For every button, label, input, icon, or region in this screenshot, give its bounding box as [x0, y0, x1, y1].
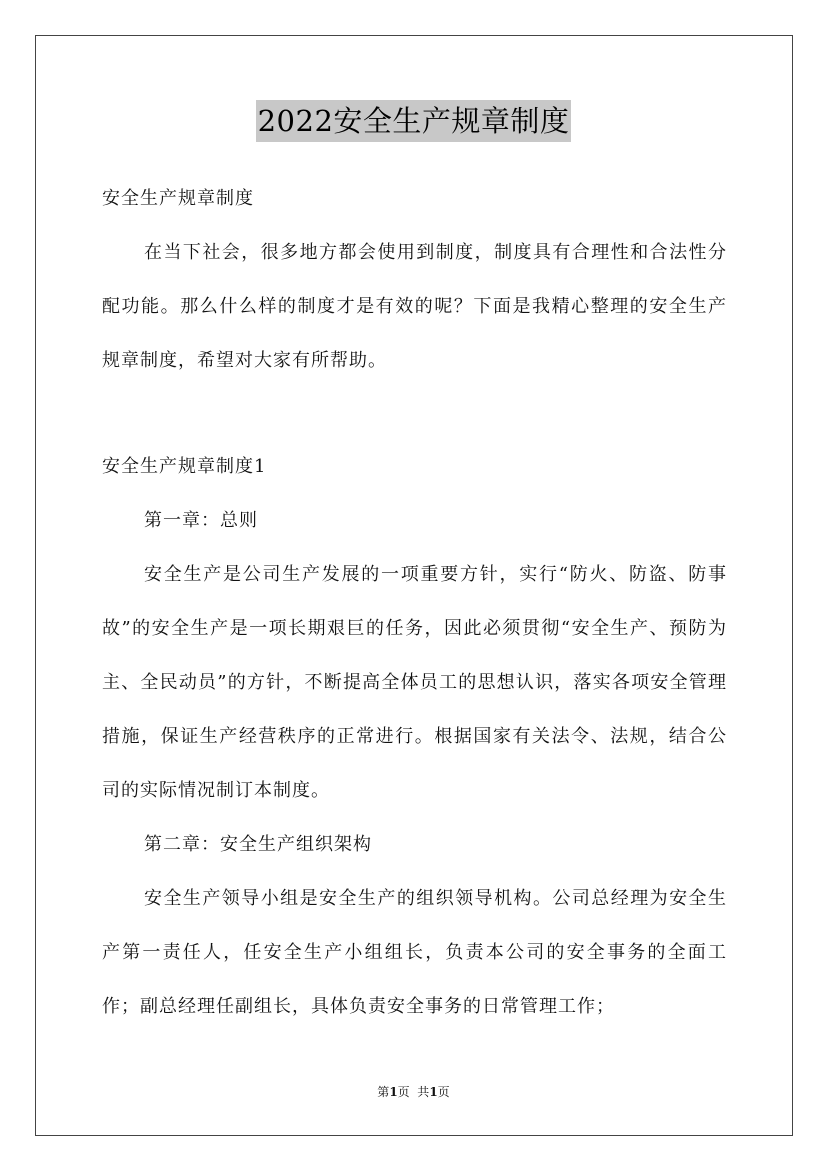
footer-mid: 页 共: [397, 1085, 430, 1099]
title-container: [0, 100, 827, 142]
chapter1-paragraph[interactable]: 安全生产是公司生产发展的一项重要方针，实行“防火、防盗、防事故”的安全生产是一项长期艰巨的任务，因此必须贯彻“安全生产、预防为主、全民动员”的方针，不断提高全体员工的思想认识，落实各项安全管理措施，保证生产经营秩序的正常进行。根据国家有关法令、法规，结合公司的实际情况制订本制度。: [102, 564, 727, 801]
chapter2-heading[interactable]: 第二章：安全生产组织架构: [144, 834, 372, 855]
document-body: [102, 172, 727, 1034]
chapter1-heading[interactable]: 第一章：总则: [144, 510, 258, 531]
intro-paragraph[interactable]: 在当下社会，很多地方都会使用到制度，制度具有合理性和合法性分配功能。那么什么样的制度才是有效的呢？下面是我精心整理的安全生产规章制度，希望对大家有所帮助。: [102, 242, 727, 371]
footer-suffix: 页: [437, 1085, 450, 1099]
document-title[interactable]: 2022安全生产规章制度: [256, 100, 572, 142]
paragraph-gap: [102, 388, 727, 440]
document-subtitle[interactable]: 安全生产规章制度: [102, 188, 254, 209]
footer-prefix: 第: [377, 1085, 390, 1099]
page-footer: [0, 1083, 827, 1100]
footer-page-total: 1: [429, 1085, 438, 1099]
footer-page-current: 1: [389, 1085, 398, 1099]
chapter2-paragraph[interactable]: 安全生产领导小组是安全生产的组织领导机构。公司总经理为安全生产第一责任人，任安全生产小组组长，负责本公司的安全事务的全面工作；副总经理任副组长，具体负责安全事务的日常管理工作；: [102, 888, 727, 1017]
section-heading[interactable]: 安全生产规章制度1: [102, 456, 267, 477]
